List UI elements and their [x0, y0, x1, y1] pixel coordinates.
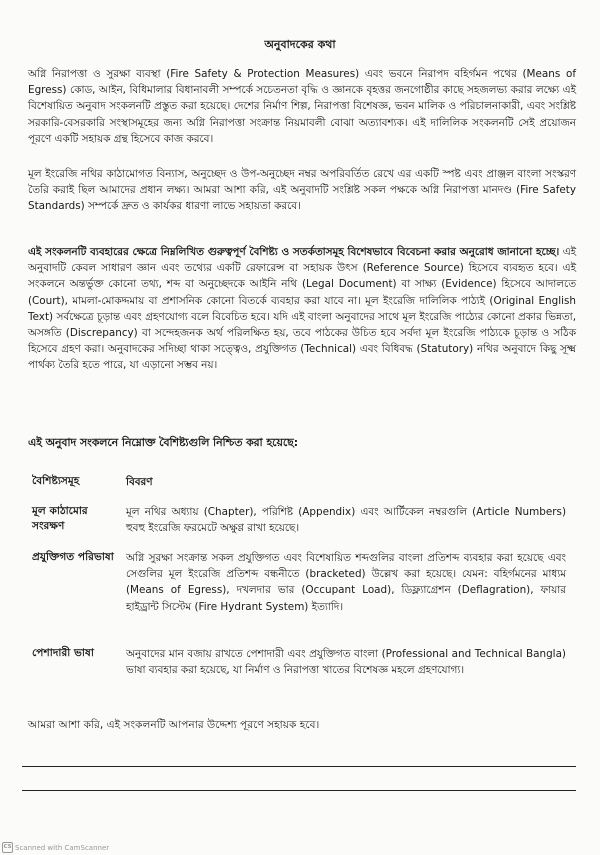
- feature-description: অনুবাদের মান বজায় রাখতে পেশাদারী এবং প্রযুক্তিগত বাংলা (Professional and Technical Bangla) ভাষা ব্যবহার করা হয়েছে, যা নির্মাণ ও নিরাপত্তা খাতের বিশেষজ্ঞ মহলে গ্রহণযোগ্য।: [126, 648, 566, 677]
- notice-lead: এই সংকলনটি ব্যবহারের ক্ষেত্রে নিম্নলিখিত গুরুত্বপূর্ণ বৈশিষ্ট্য ও সতর্কতাসমূহ বিশেষভাবে বিবেচনা করার অনুরোধ জানানো হচ্ছে।: [28, 246, 560, 258]
- scanner-watermark-text: Scanned with CamScanner: [15, 843, 110, 852]
- notice-paragraph: [28, 244, 576, 374]
- feature-name: মূল কাঠামোর সংরক্ষণ: [32, 505, 88, 532]
- closing-line: আমরা আশা করি, এই সংকলনটি আপনার উদ্দেশ্য পূরণে সহায়ক হবে।: [28, 719, 320, 731]
- page-title: অনুবাদকের কথা: [264, 38, 336, 51]
- features-heading: এই অনুবাদ সংকলনে নিম্নোক্ত বৈশিষ্ট্যগুলি নিশ্চিত করা হয়েছে:: [28, 436, 299, 449]
- features-col-header-description: বিবরণ: [126, 476, 153, 488]
- feature-description: অগ্নি সুরক্ষা সংক্রান্ত সকল প্রযুক্তিগত এবং বিশেষায়িত শব্দগুলির বাংলা প্রতিশব্দ ব্যবহার করা হয়েছে এবং সেগুলির মূল ইংরেজি প্রতিশব্দ বন্ধনীতে (bracketed) উল্লেখ করা হয়েছে। যেমন: বহির্গমনের মাধ্যম (Means of Egress), দখলদার ভার (Occupant Load), ডিফ্ল্যাগ্রেশন (Deflagration), ফায়ার হাইড্রান্ট সিস্টেম (Fire Hydrant System) ইত্যাদি।: [126, 552, 566, 613]
- scanner-watermark: [2, 842, 109, 853]
- camscanner-logo-icon: CS: [2, 842, 13, 853]
- notice-body: এই অনুবাদটি কেবল সাধারণ জ্ঞান এবং তথ্যের একটি রেফারেন্স বা সহায়ক উৎস (Reference Source) হিসেবে ব্যবহৃত হবে। এই সংকলনে অন্তর্ভুক্ত কোনো তথ্য, শব্দ বা অনুচ্ছেদকে আইনি নথি (Legal Document) বা সাক্ষ্য (Evidence) হিসেবে আদালতে (Court), মামলা-মোকদ্দমায় বা প্রশাসনিক কোনো বিতর্কে ব্যবহার করা যাবে না। মূল ইংরেজি দালিলিক পাঠ্যই (Original English Text) সর্বক্ষেত্রে চূড়ান্ত এবং গ্রহণযোগ্য বলে বিবেচিত হবে। যদি এই বাংলা অনুবাদের সাথে মূল ইংরেজি পাঠ্যের কোনো প্রকার ভিন্নতা, অসঙ্গতি (Discrepancy) বা সন্দেহজনক অর্থ পরিলক্ষিত হয়, তবে পাঠকের উচিত হবে সর্বদা মূল ইংরেজি পাঠ্যকে চূড়ান্ত ও সঠিক হিসেবে গ্রহণ করা। অনুবাদকের সদিচ্ছা থাকা সত্ত্বেও, প্রযুক্তিগত (Technical) এবং বিধিবদ্ধ (Statutory) নথির অনুবাদে কিছু সূক্ষ্ম পার্থক্য তৈরি হতে পারে, যা এড়ানো সম্ভব নয়।: [28, 246, 576, 372]
- feature-description: মূল নথির অধ্যায় (Chapter), পরিশিষ্ট (Appendix) এবং আর্টিকেল নম্বরগুলি (Article Numbers) হুবহু ইংরেজি ফরমেটে অক্ষুণ্ণ রাখা হয়েছে।: [126, 506, 566, 535]
- features-col-header-feature: বৈশিষ্ট্যসমূহ: [32, 475, 80, 487]
- footer-divider-top: [22, 766, 576, 767]
- feature-name: পেশাদারী ভাষা: [32, 647, 94, 659]
- intro-paragraph-1: অগ্নি নিরাপত্তা ও সুরক্ষা ব্যবস্থা (Fire Safety & Protection Measures) এবং ভবনে নিরাপদ বহির্গমন পথের (Means of Egress) কোড, আইন, বিধিমালার বিধানাবলী সম্পর্কে সচেতনতা বৃদ্ধি ও জ্ঞানকে বৃহত্তর জনগোষ্ঠীর কাছে সহজলভ্য করার লক্ষ্যে এই বিশেষায়িত অনুবাদ সংকলনটি প্রস্তুত করা হয়েছে। দেশের নির্মাণ শিল্প, নিরাপত্তা বিশেষজ্ঞ, ভবন মালিক ও পরিচালনাকারী, এবং সংশ্লিষ্ট সরকারি-বেসরকারি সংস্থাসমূহের জন্য অগ্নি নিরাপত্তা সংক্রান্ত নিয়মাবলী বোঝা অত্যাবশ্যক। এই দালিলিক সংকলনটি সেই প্রয়োজন পূরণে একটি সহায়ক গ্রন্থ হিসেবে কাজ করবে।: [28, 68, 576, 145]
- footer-divider-bottom: [22, 790, 576, 791]
- intro-paragraph-2: মূল ইংরেজি নথির কাঠামোগত বিন্যাস, অনুচ্ছেদ ও উপ-অনুচ্ছেদ নম্বর অপরিবর্তিত রেখে এর একটি স্পষ্ট এবং প্রাঞ্জল বাংলা সংস্করণ তৈরি করাই ছিল আমাদের প্রধান লক্ষ্য। আমরা আশা করি, এই অনুবাদটি সংশ্লিষ্ট সকল পক্ষকে অগ্নি নিরাপত্তা মানদণ্ড (Fire Safety Standards) সম্পর্কে দ্রুত ও কার্যকর ধারণা লাভে সহায়তা করবে।: [28, 168, 576, 213]
- feature-name: প্রযুক্তিগত পরিভাষা: [32, 551, 114, 563]
